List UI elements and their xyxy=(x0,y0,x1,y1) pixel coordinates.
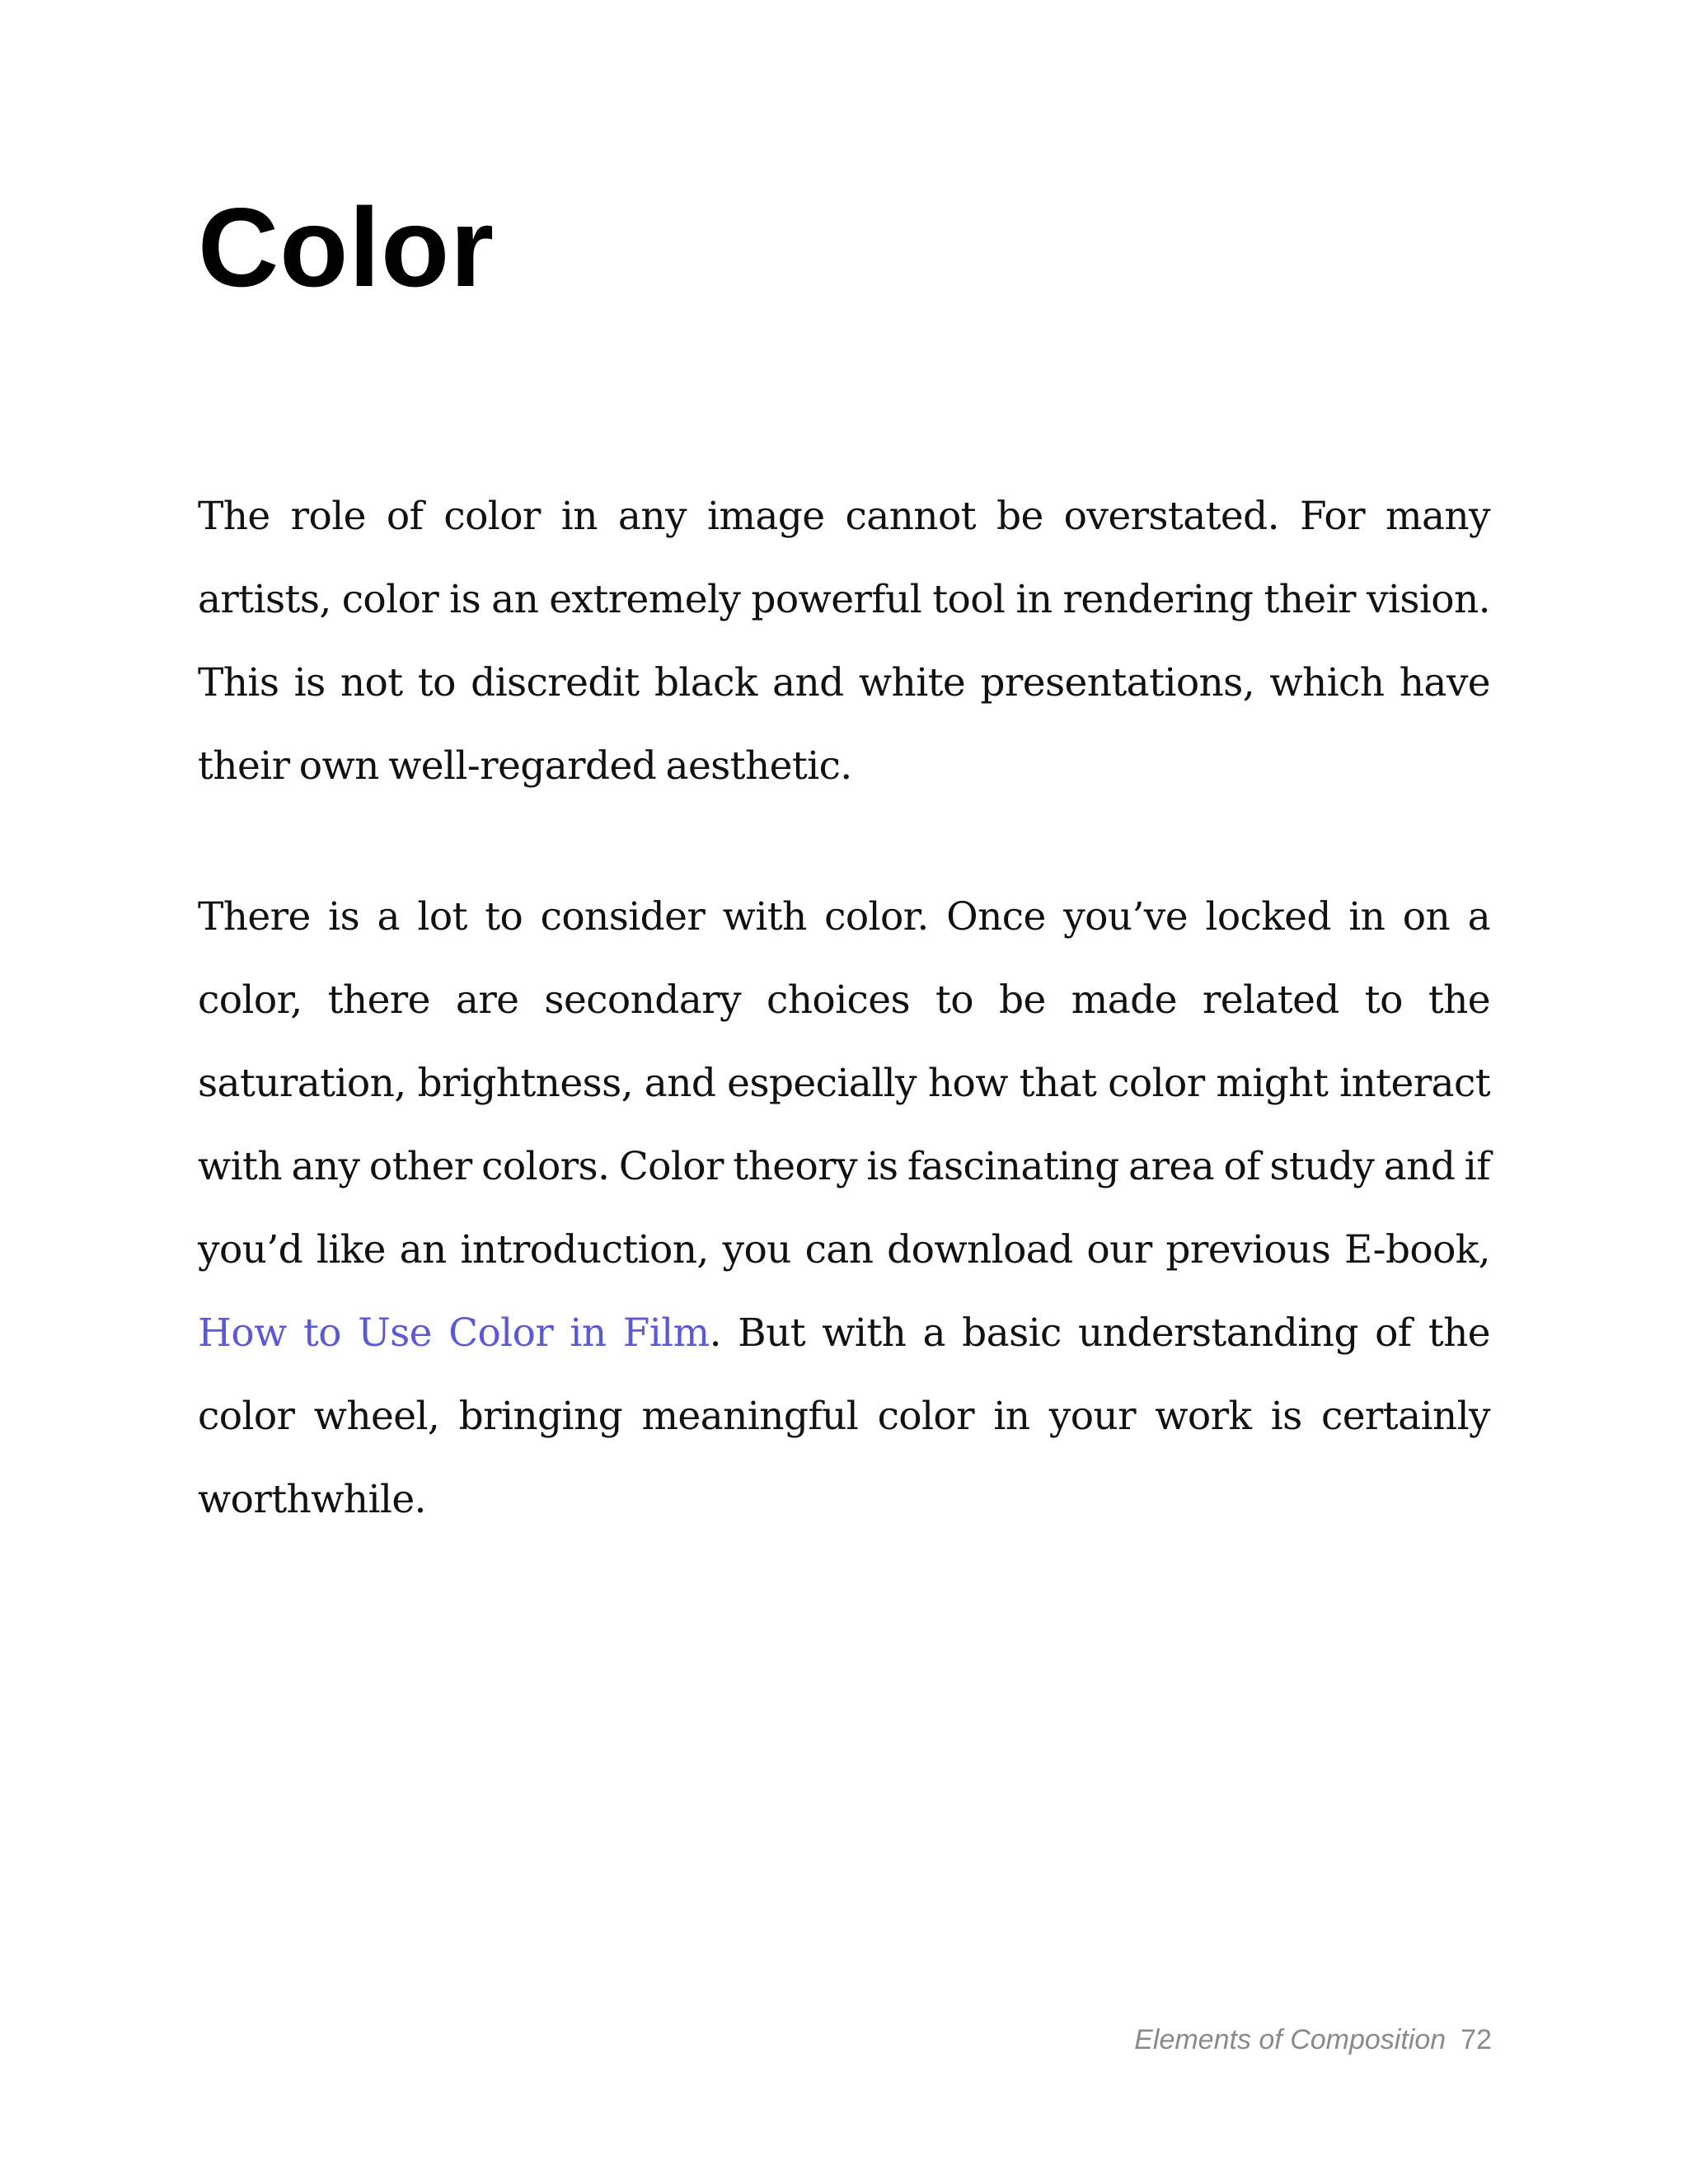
paragraph-text-after-link: . But with a basic understanding of the color wheel, bringing meaningful color in your work is certainly worthwhile. xyxy=(198,1310,1491,1522)
paragraph-text-before-link: There is a lot to consider with color. Once you’ve locked in on a color, there are secondary choices to be made related to the saturation, brightness, and especially how that color might interact with any other colors. Color theory is fascinating area of study and if you’d like an introduction, you can download our previous E-book, xyxy=(198,894,1490,1272)
page-number: 72 xyxy=(1461,2024,1492,2055)
paragraph-color-theory xyxy=(198,875,1490,1541)
paragraph-intro: The role of color in any image cannot be overstated. For many artists, color is an extremely powerful tool in rendering their vision. This is not to discredit black and white presentations, which have their own well-regarded aesthetic. xyxy=(198,494,1490,789)
page-footer xyxy=(1134,2024,1492,2056)
color-in-film-ebook-link[interactable]: How to Use Color in Film xyxy=(198,1310,710,1356)
footer-book-title: Elements of Composition xyxy=(1134,2024,1447,2055)
page-title: Color xyxy=(198,185,495,310)
